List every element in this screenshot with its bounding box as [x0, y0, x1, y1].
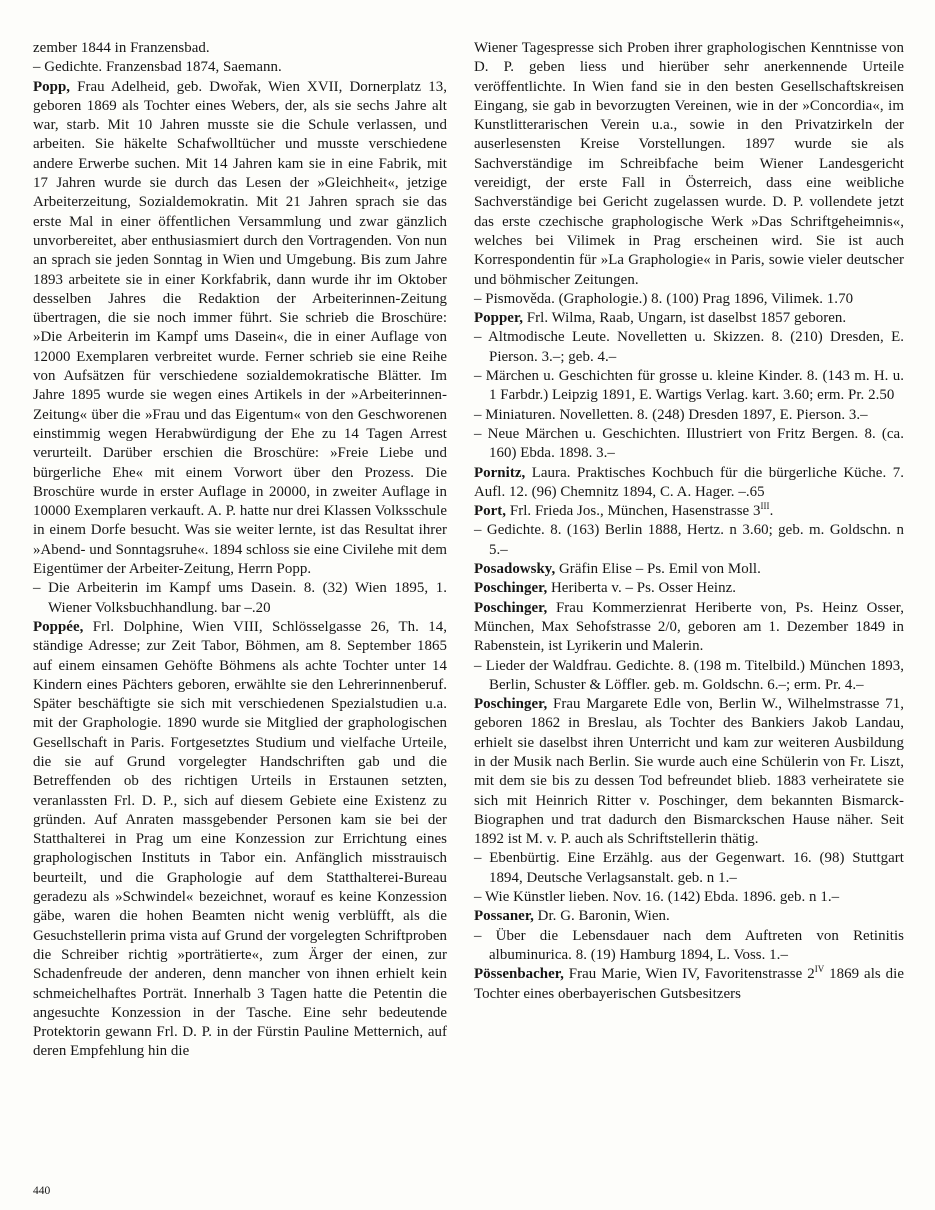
- superscript-text: III: [760, 501, 770, 512]
- entry-headword: Poschinger,: [474, 599, 548, 616]
- entry-popp: [33, 78, 447, 580]
- entry-text-tail: .: [769, 503, 774, 520]
- entry-text: Frau Margarete Edle von, Berlin W., Wilhelmstrasse 71, geboren 1862 in Breslau, als Tochter des Bankiers Jakob Landau, erhielt sie daselbst ihren Unterricht und kam zur weiteren Ausbildung in der Musik nach Berlin. Sie wurde auch eine Schülerin von Fr. Liszt, mit dem sie bis zu dessen Tod befreundet blieb. 1883 verheiratete sie sich mit Heinrich Ritter v. Poschinger, dem bekannten Bismarck-Biographen und trat dadurch den Bismarckschen Hause näher. Seit 1892 ist M. v. P. auch als Schriftstellerin thätig.: [474, 696, 904, 848]
- entry-poschinger-heriberte: [474, 599, 904, 657]
- bib-text: – Altmodische Leute. Novelletten u. Skizzen. 8. (210) Dresden, E. Pierson. 3.–; geb. 4.–: [474, 329, 904, 365]
- paragraph-text: Wiener Tagespresse sich Proben ihrer graphologischen Kenntnisse von D. P. geben liess und hierüber sehr anerkennende Urteile veröffentlichte. In Wien fand sie in den besten Gesellschaftskreisen Eingang, sie gab in bevorzugten Vereinen, wie in der »Concordia«, im Kunstlitterarischen Verein u.a., sowie in den Privatzirkeln der auserlesensten Kreise Vorstellungen. 1897 wurde sie als Sachverständige im Schreibfache beim Wiener Landesgericht vereidigt, der erste Fall in Österreich, dass eine weibliche Sachverständige bei Gericht zugelassen wurde. D. P. vollendete jetzt das erste czechische graphologische Werk »Das Schriftgeheimnis«, welches bei Vilimek in Prag erscheinen wird. Sie ist auch Korrespondentin für »La Graphologie« in Paris, sowie vieler deutscher und böhmischer Zeitungen.: [474, 40, 904, 288]
- bib-text: – Gedichte. 8. (163) Berlin 1888, Hertz. n 3.60; geb. m. Goldschn. n 5.–: [474, 522, 904, 558]
- bibliography-item: [474, 927, 904, 966]
- entry-poppee: [33, 618, 447, 1062]
- entry-headword: Pössenbacher,: [474, 966, 564, 983]
- entry-text: Frau Marie, Wien IV, Favoritenstrasse 2: [563, 966, 815, 983]
- paragraph-text: zember 1844 in Franzensbad.: [33, 40, 210, 56]
- entry-headword: Poppée,: [33, 618, 84, 635]
- entry-headword: Port,: [474, 503, 507, 520]
- bibliography-item: [474, 328, 904, 367]
- page-number: 440: [33, 1185, 51, 1197]
- bib-text: – Märchen u. Geschichten für grosse u. kleine Kinder. 8. (143 m. H. u. 1 Farbdr.) Leipzig 1891, E. Wartigs Verlag. kart. 3.60; erm. Pr. 2.50: [474, 368, 904, 404]
- entry-pornitz: [474, 464, 904, 503]
- entry-headword: Pornitz,: [474, 464, 526, 481]
- bib-text: – Neue Märchen u. Geschichten. Illustriert von Fritz Bergen. 8. (ca. 160) Ebda. 1898. 3.–: [474, 425, 904, 462]
- bibliography-item: [474, 849, 904, 888]
- bib-text: – Gedichte. Franzensbad 1874, Saemann.: [33, 59, 282, 76]
- bib-text: – Pismověda. (Graphologie.) 8. (100) Prag 1896, Vilimek. 1.70: [474, 290, 854, 307]
- bibliography-item: [474, 290, 904, 309]
- bibliography-item: [474, 657, 904, 696]
- bib-text: – Wie Künstler lieben. Nov. 16. (142) Ebda. 1896. geb. n 1.–: [474, 889, 840, 906]
- entry-text: Dr. G. Baronin, Wien.: [533, 908, 670, 925]
- continuation-paragraph: [33, 39, 447, 58]
- entry-headword: Posadowsky,: [474, 561, 556, 578]
- left-column: [33, 39, 447, 1062]
- entry-text: Laura. Praktisches Kochbuch für die bürgerliche Küche. 7. Aufl. 12. (96) Chemnitz 1894, C. A. Hager. –.65: [474, 464, 904, 500]
- entry-text: Frau Adelheid, geb. Dwořak, Wien XVII, Dornerplatz 13, geboren 1869 als Tochter eines Webers, der, als sie sechs Jahre alt war, starb. Mit 10 Jahren musste sie die Schule verlassen, und arbeiten. Sie häkelte Schafwolltücher und musste verschiedene andere Erwerbe suchen. Mit 14 Jahren kam sie in eine Fabrik, mit 17 Jahren wurde sie durch das Lesen der »Gleichheit«, jetzige Arbeiterzeitung, Sozialdemokratin. Mit 21 Jahren sprach sie das erste Mal in einer öffentlichen Versammlung und zwar gänzlich unvorbereitet, aber enthusiasmiert durch den Vortragenden. Von nun an sprach sie jeden Sonntag in Wien und Umgebung. Bis zum Jahre 1893 arbeitete sie in einer Korkfabrik, dann wurde ihr im Oktober desselben Jahres die Redaktion der Arbeiterinnen-Zeitung übertragen, die sie noch immer führt. Sie schrieb die Broschüre: »Die Arbeiterin im Kampf ums Dasein«, die in einer Auflage von 12000 Exemplaren verbreitet wurde. Ferner schrieb sie eine Reihe von Aufsätzen für verschiedene sozialdemokratische Blätter. Im Jahre 1895 wurde sie wegen eines Artikels in der »Arbeiterinnen-Zeitung« über die »Frau und das Eigentum« von den Geschworenen einstimmig wegen Herabwürdigung der Ehe zu 14 Tagen Arrest verurteilt. Darüber erschien die Broschüre: »Freie Liebe und bürgerliche Ehe« mit einem Vorwort über den Prozess. Die Broschüre wurde in erster Auflage in 20000, in zweiter Auflage in 10000 Exemplaren verkauft. A. P. hatte nur drei Klassen Volksschule in einem Dorfe besucht. Was sie weiter lernte, ist das Resultat ihrer »Abend- und Sonntagsruhe«. 1894 schloss sie eine Civilehe mit dem Eigentümer der Arbeiter-Zeitung, Herrn Popp.: [33, 78, 447, 578]
- entry-port: [474, 502, 904, 521]
- bibliography-item: [474, 406, 904, 425]
- entry-headword: Poschinger,: [474, 580, 548, 597]
- bibliography-item: [33, 579, 447, 618]
- entry-text-tail: 1869 als die Tochter eines oberbayerischen Gutsbesitzers: [474, 966, 904, 1002]
- bibliography-item: [474, 521, 904, 560]
- entry-headword: Possaner,: [474, 908, 534, 925]
- entry-text: Gräfin Elise – Ps. Emil von Moll.: [555, 561, 761, 578]
- continuation-paragraph: [474, 39, 904, 290]
- entry-text: Heriberta v. – Ps. Osser Heinz.: [547, 580, 737, 597]
- entry-headword: Popp,: [33, 78, 71, 95]
- entry-headword: Poschinger,: [474, 696, 548, 713]
- entry-possaner: [474, 907, 904, 926]
- entry-posadowsky: [474, 560, 904, 579]
- entry-text: Frl. Wilma, Raab, Ungarn, ist daselbst 1857 geboren.: [523, 310, 847, 327]
- entry-poschinger-margarete: [474, 695, 904, 849]
- entry-popper: [474, 309, 904, 328]
- bibliography-item: [33, 58, 447, 77]
- bibliography-item: [474, 888, 904, 907]
- bib-text: – Lieder der Waldfrau. Gedichte. 8. (198 m. Titelbild.) München 1893, Berlin, Schuster & Löffler. geb. m. Goldschn. 6.–; erm. Pr. 4.–: [474, 657, 904, 693]
- bibliography-item: [474, 425, 904, 464]
- entry-text: Frl. Dolphine, Wien VIII, Schlösselgasse 26, Th. 14, ständige Adresse; zur Zeit Tabor, Böhmen, am 8. September 1865 auf einem einsamen Gehöfte Böhmens als achte Tochter unter 14 Kindern eines Pächters geboren, erwählte sie den Lehrerinnenberuf. Später beschäftigte sie sich mit verschiedenen Spezialstudien u.a. mit der Graphologie. 1890 wurde sie Mitglied der graphologischen Gesellschaft in Paris. Fortgesetztes Studium und vielfache Urteile, die sie auf Grund vorgelegter Handschriften gab und die Betreffenden ob des richtigen Urteils in Erstaunen setzten, veranlassten Frl. D. P., sich auf diesem Gebiete eine Existenz zu gründen. Auf Anraten massgebender Personen kam sie bei der Statthalterei in Prag um eine Konzession zur Errichtung eines graphologischen Instituts in Tabor ein. Anfänglich misstrauisch beurteilt, und die Graphologie auf dem Statthalterei-Bureau geradezu als »Schwindel« bezeichnet, worauf es keine Konzession gäbe, waren die hohen Beamten nicht wenig verblüfft, als die Gesuchstellerin prima vista auf Grund der vorgelegten Schriftproben die Schreiber richtig »porträtierte«, zum Ärger der einen, zur Schadenfreude der anderen, denn mancher von ihnen erhielt kein schmeichelhaftes Porträt. Innerhalb 3 Tagen hatte die Petentin die angesuchte Konzession in der Tasche. Eine sehr bedeutende Protektorin gewann Frl. D. P. in der Fürstin Pauline Metternich, auf deren Empfehlung hin die: [33, 618, 447, 1060]
- bib-text: – Miniaturen. Novelletten. 8. (248) Dresden 1897, E. Pierson. 3.–: [474, 406, 868, 423]
- bib-text: – Ebenbürtig. Eine Erzählg. aus der Gegenwart. 16. (98) Stuttgart 1894, Deutsche Verlagsanstalt. geb. n 1.–: [474, 850, 904, 886]
- entry-poessenbacher: [474, 965, 904, 1004]
- bib-text: – Die Arbeiterin im Kampf ums Dasein. 8. (32) Wien 1895, 1. Wiener Volksbuchhandlung. bar –.20: [33, 580, 447, 616]
- entry-text: Frau Kommerzienrat Heriberte von, Ps. Heinz Osser, München, Max Sehofstrasse 2/0, geboren am 1. Dezember 1849 in Rabenstein, ist Lyrikerin und Malerin.: [474, 599, 904, 655]
- superscript-text: IV: [814, 964, 825, 975]
- entry-text: Frl. Frieda Jos., München, Hasenstrasse 3: [506, 503, 761, 520]
- bibliography-item: [474, 367, 904, 406]
- entry-headword: Popper,: [474, 310, 524, 327]
- right-column: [474, 39, 904, 1062]
- bib-text: – Über die Lebensdauer nach dem Auftreten von Retinitis albuminurica. 8. (19) Hamburg 1894, L. Voss. 1.–: [474, 927, 904, 963]
- entry-poschinger-heriberta: [474, 579, 904, 598]
